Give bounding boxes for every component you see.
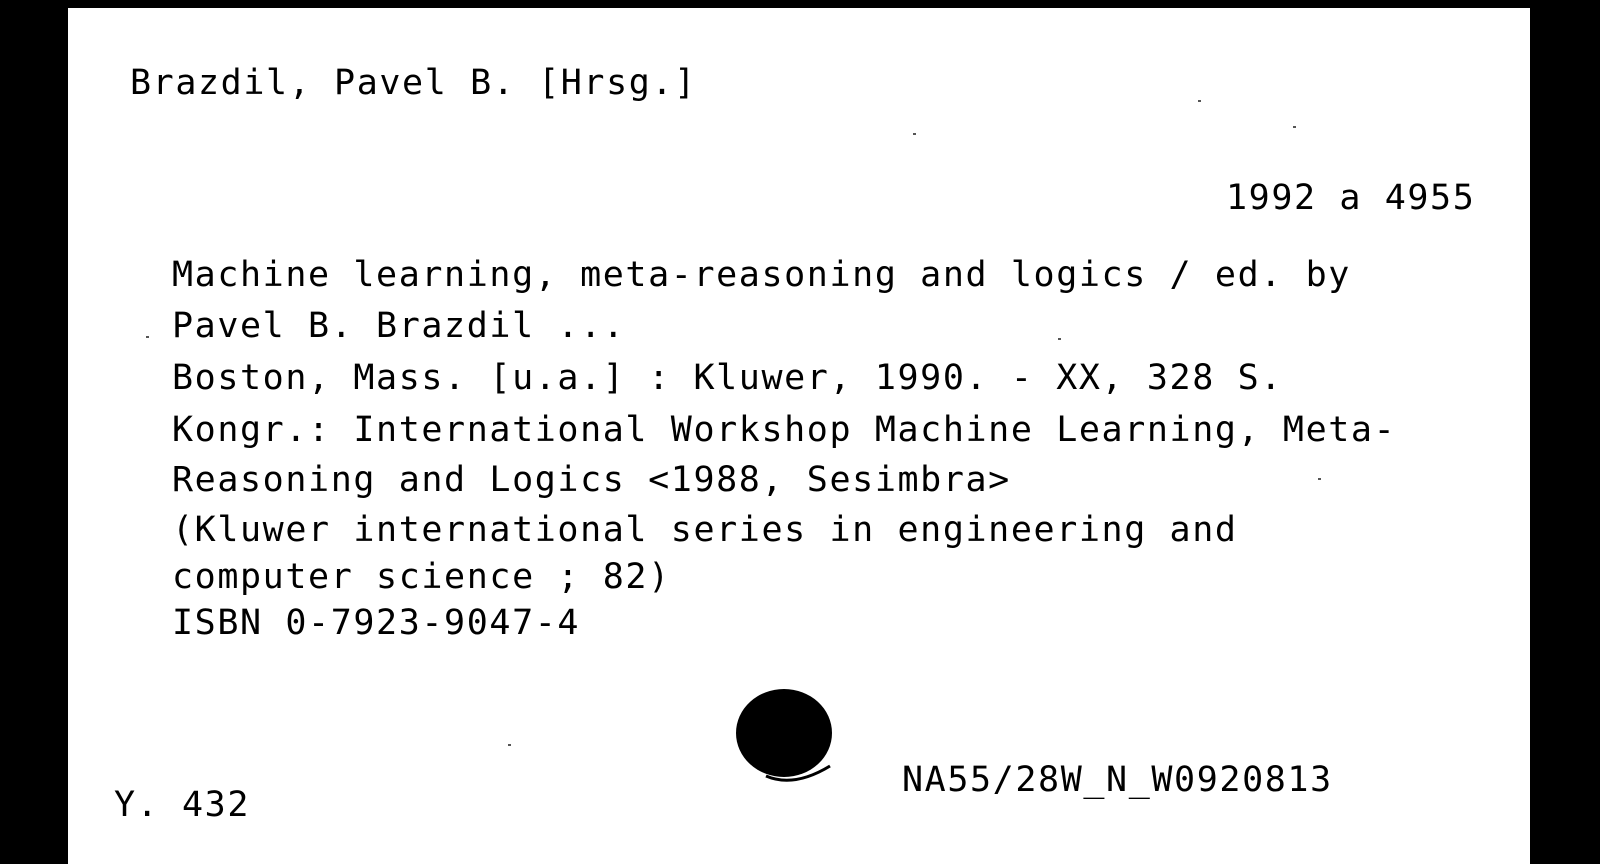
author-heading: Brazdil, Pavel B. [Hrsg.] [130, 63, 697, 103]
scan-speck [508, 744, 511, 746]
punch-hole-mark [736, 688, 844, 784]
index-card [68, 8, 1530, 864]
imprint-line: Boston, Mass. [u.a.] : Kluwer, 1990. - XX, 328 S. [172, 358, 1283, 398]
isbn-line: ISBN 0-7923-9047-4 [172, 603, 581, 643]
shelf-mark: Y. 432 [114, 785, 251, 825]
title-line-continued: Pavel B. Brazdil ... [172, 306, 626, 346]
call-number: 1992 a 4955 [1226, 178, 1476, 218]
scan-speck [1058, 338, 1061, 340]
scan-speck [1198, 100, 1201, 102]
conference-line: Kongr.: International Workshop Machine Learning, Meta- [172, 410, 1397, 450]
series-line: (Kluwer international series in engineering and [172, 510, 1238, 550]
series-line-continued: computer science ; 82) [172, 557, 671, 597]
scan-identifier: NA55/28W_N_W0920813 [902, 760, 1333, 800]
scan-speck [1318, 478, 1321, 480]
scan-speck [913, 133, 916, 135]
conference-line-continued: Reasoning and Logics <1988, Sesimbra> [172, 460, 1011, 500]
scan-speck [1293, 126, 1296, 128]
scan-speck [146, 336, 149, 338]
title-line: Machine learning, meta-reasoning and logics / ed. by [172, 255, 1351, 295]
